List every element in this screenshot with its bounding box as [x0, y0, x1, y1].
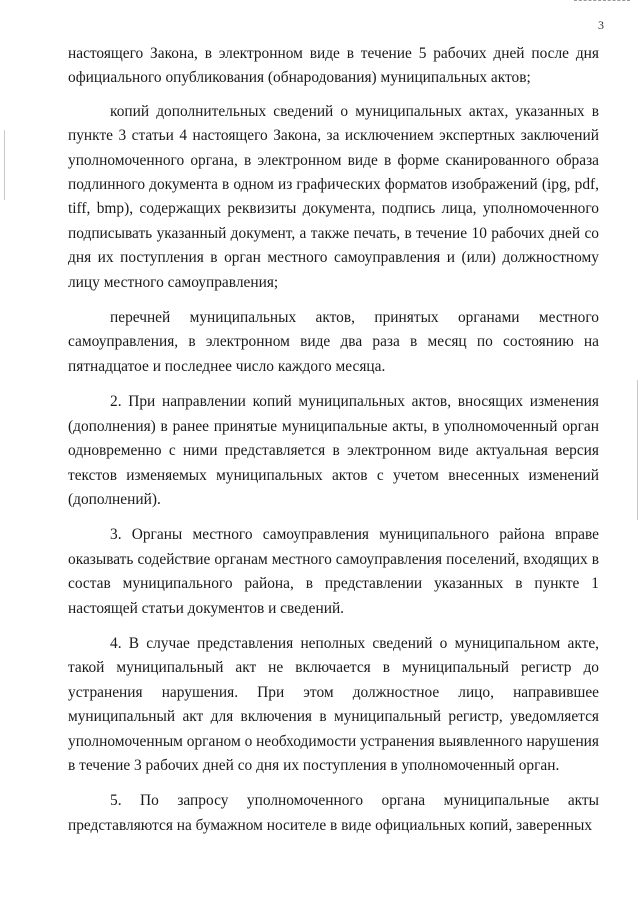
paragraph-7: 5. По запросу уполномоченного органа муниципальные акты представляются на бумажном носителе в виде официальных копий, заверенных [68, 792, 599, 834]
paragraph-4: 2. При направлении копий муниципальных актов, вносящих изменения (дополнения) в ранее принятые муниципальные акты, в уполномоченный орган одновременно с ними представляется в электронном виде актуальная версия текстов изменяемых муниципальных актов с учетом внесенных изменений (дополнений). [68, 393, 599, 508]
page-number: 3 [598, 18, 604, 32]
scan-edge-mark-left [4, 130, 5, 200]
paragraph-2: копий дополнительных сведений о муниципальных актах, указанных в пункте 3 статьи 4 настоящего Закона, за исключением экспертных заключений уполномоченного органа, в электронном виде в форме сканированного образа подлинного документа в одном из графических форматов изображений (ipg, pdf, tiff, bmp), содержащих реквизиты документа, подпись лица, уполномоченного подписывать указанный документ, а также печать, в течение 10 рабочих дней со дня их поступления в орган местного самоуправления и (или) должностному лицу местного самоуправления; [68, 102, 599, 291]
paragraph-1: настоящего Закона, в электронном виде в течение 5 рабочих дней после дня официального опубликования (обнародования) муниципальных актов; [68, 45, 599, 87]
paragraph-3: перечней муниципальных актов, принятых органами местного самоуправления, в электронном виде два раза в месяц по состоянию на пятнадцатое и последнее число каждого месяца. [68, 309, 599, 375]
document-body [68, 42, 599, 838]
paragraph-6: 4. В случае представления неполных сведений о муниципальном акте, такой муниципальный акт не включается в муниципальный регистр до устранения нарушения. При этом должностное лицо, направившее муниципальный акт для включения в муниципальный регистр, уведомляется уполномоченным органом о необходимости устранения выявленного нарушения в течение 3 рабочих дней со дня их поступления в уполномоченный орган. [68, 634, 599, 774]
scan-edge-mark-right [637, 380, 638, 520]
paragraph-5: 3. Органы местного самоуправления муниципального района вправе оказывать содействие органам местного самоуправления поселений, входящих в состав муниципального района, в представлении указанных в пункте 1 настоящей статьи документов и сведений. [68, 526, 599, 617]
scan-top-mark [574, 0, 630, 3]
